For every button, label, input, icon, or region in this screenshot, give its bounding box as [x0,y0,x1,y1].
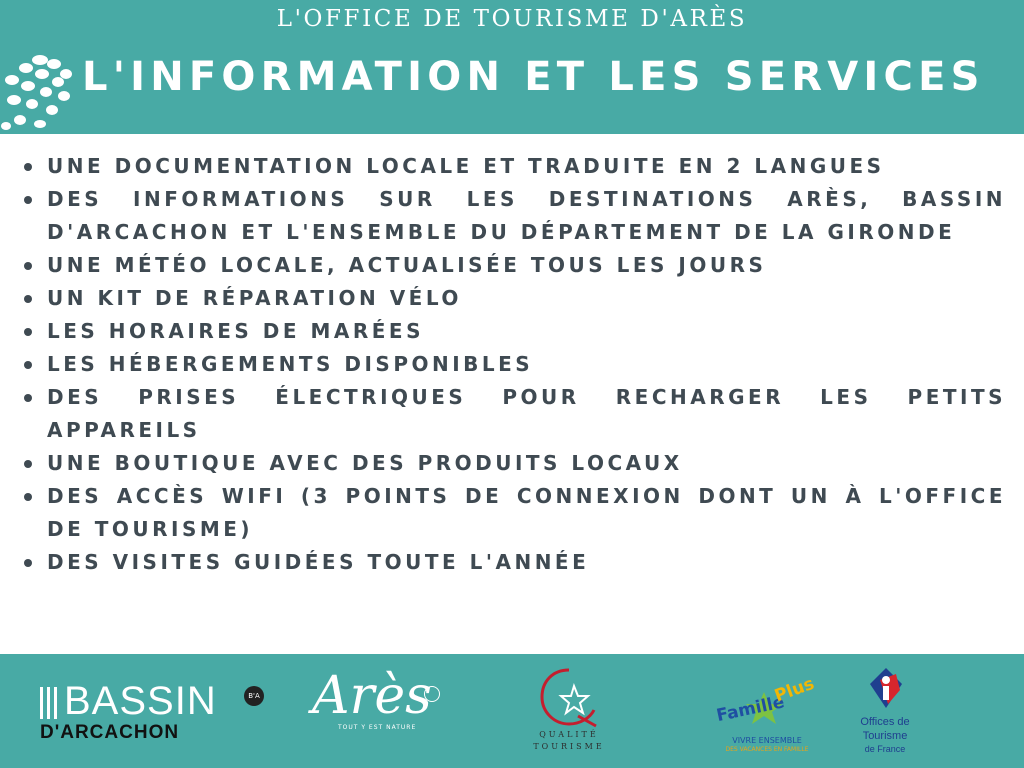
list-item: LES HÉBERGEMENTS DISPONIBLES [22,348,1006,381]
list-item: UN KIT DE RÉPARATION VÉLO [22,282,1006,315]
bullet-icon [24,361,32,369]
bassin-arcachon-logo [40,678,270,748]
otf-line1: Offices de [860,716,910,728]
famille-line2: DES VACANCES EN FAMILLE [725,746,809,753]
ares-logo-word: Arès [312,666,432,726]
qualite-line2: TOURISME [533,742,605,751]
bullet-icon [24,163,32,171]
bassin-logo-main: BASSIN [64,679,217,723]
otf-line3: de France [864,744,906,754]
list-item: UNE BOUTIQUE AVEC DES PRODUITS LOCAUX [22,447,1006,480]
footer-partners [0,654,1024,768]
qualite-tourisme-logo [524,666,614,758]
list-item: LES HORAIRES DE MARÉES [22,315,1006,348]
page-title: L'INFORMATION ET LES SERVICES [82,54,985,100]
list-item: UNE DOCUMENTATION LOCALE ET TRADUITE EN 2 LANGUES [22,150,1006,183]
bullet-icon [24,559,32,567]
bullet-icon [24,394,32,402]
bullet-icon [24,460,32,468]
bassin-logo-sub: D'ARCACHON [40,722,180,743]
svg-text:Plus: Plus [772,673,817,707]
list-item: DES PRISES ÉLECTRIQUES POUR RECHARGER LES PETITS APPAREILS [22,381,1006,447]
list-item: DES INFORMATIONS SUR LES DESTINATIONS ARÈS, BASSIN D'ARCACHON ET L'ENSEMBLE DU DÉPARTEMENT DE LA GIRONDE [22,183,1006,249]
qualite-star-icon [538,666,600,728]
famille-plus-logo [712,670,822,760]
pinecone-icon [0,46,78,134]
ares-logo-tagline: TOUT Y EST NATURE [338,724,417,731]
qualite-line1: QUALITÉ [539,730,599,739]
bullet-icon [24,295,32,303]
otf-line2: Tourisme [862,730,908,742]
page-subtitle: L'OFFICE DE TOURISME D'ARÈS [276,6,748,32]
ares-badge-icon [424,686,440,702]
ares-logo [308,666,448,758]
bullet-icon [24,328,32,336]
services-list [22,150,1006,579]
famille-plus-icon [712,670,822,734]
list-item: UNE MÉTÉO LOCALE, ACTUALISÉE TOUS LES JOURS [22,249,1006,282]
header-banner [0,0,1024,134]
famille-line1: VIVRE ENSEMBLE [732,736,802,745]
offices-tourisme-france-logo [852,664,918,760]
list-item: DES ACCÈS WIFI (3 POINTS DE CONNEXION DONT UN À L'OFFICE DE TOURISME) [22,480,1006,546]
svg-text:Famille: Famille [714,692,787,727]
bars-icon [40,687,60,719]
bullet-icon [24,196,32,204]
bullet-icon [24,262,32,270]
bassin-badge-icon: B'A [244,686,264,706]
list-item: DES VISITES GUIDÉES TOUTE L'ANNÉE [22,546,1006,579]
otf-info-icon [862,664,908,712]
bullet-icon [24,493,32,501]
